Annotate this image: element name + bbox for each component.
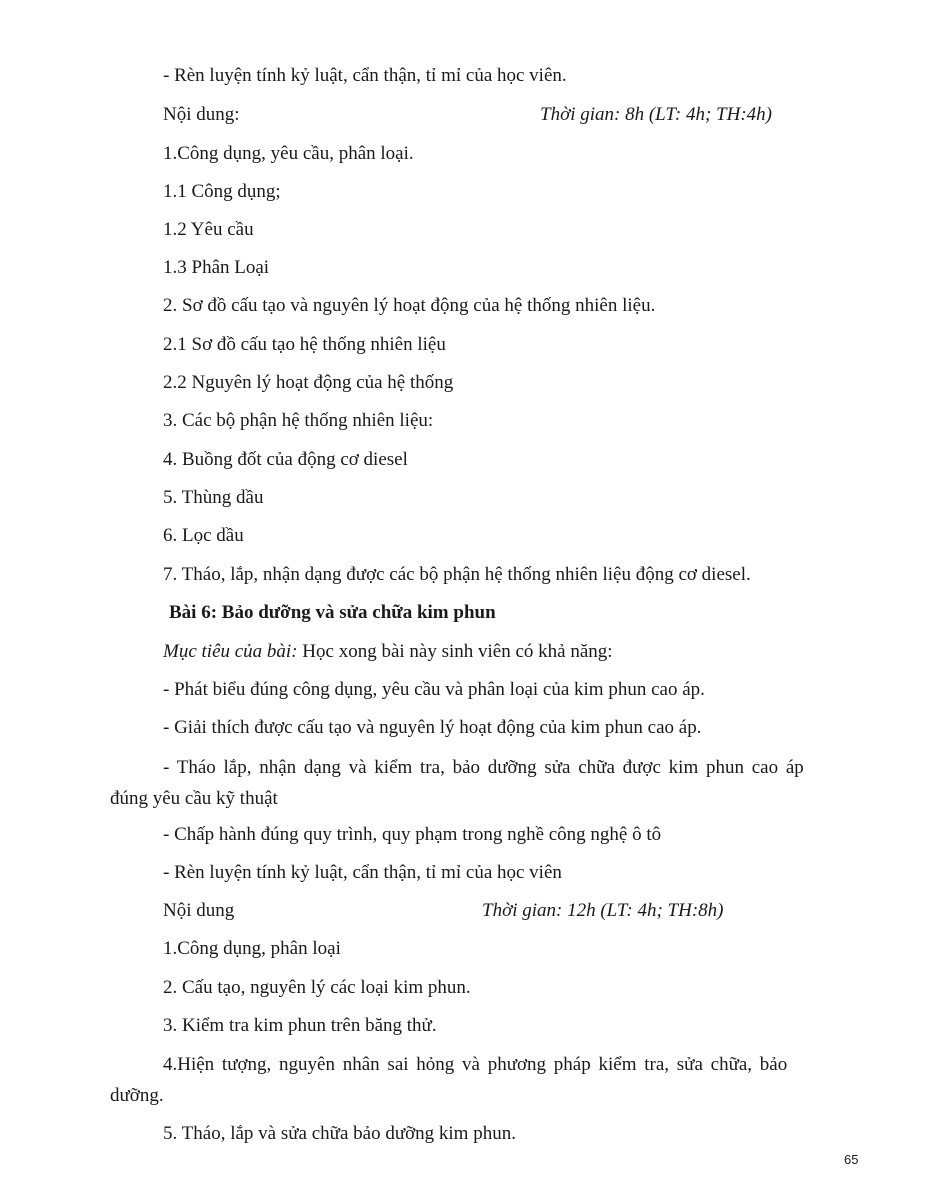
objective-text: Học xong bài này sinh viên có khả năng:	[302, 641, 613, 662]
text-line: - Rèn luyện tính kỷ luật, cẩn thận, tỉ mỉ của học viên	[163, 862, 562, 883]
text-line: 5. Thùng dầu	[163, 487, 264, 508]
text-line: 1.Công dụng, yêu cầu, phân loại.	[163, 143, 414, 164]
text-line: 3. Kiểm tra kim phun trên băng thử.	[163, 1015, 437, 1036]
text-line: - Rèn luyện tính kỷ luật, cẩn thận, tỉ mỉ của học viên.	[163, 65, 567, 86]
text-line: 5. Tháo, lắp và sửa chữa bảo dưỡng kim phun.	[163, 1123, 516, 1144]
text-line: 1.Công dụng, phân loại	[163, 938, 341, 959]
text-line: 2. Sơ đồ cấu tạo và nguyên lý hoạt động của hệ thống nhiên liệu.	[163, 295, 656, 316]
content-label: Nội dung	[163, 900, 235, 921]
text-line: 3. Các bộ phận hệ thống nhiên liệu:	[163, 410, 434, 431]
text-line: 2. Cấu tạo, nguyên lý các loại kim phun.	[163, 977, 471, 998]
text-line: - Giải thích được cấu tạo và nguyên lý hoạt động của kim phun cao áp.	[163, 717, 702, 738]
content-label: Nội dung:	[163, 104, 240, 125]
text-line: - Chấp hành đúng quy trình, quy phạm trong nghề công nghệ ô tô	[163, 824, 662, 845]
page-number: 65	[844, 1152, 859, 1167]
text-line: 7. Tháo, lắp, nhận dạng được các bộ phận hệ thống nhiên liệu động cơ diesel.	[163, 564, 751, 585]
text-line: 1.2 Yêu cầu	[163, 219, 254, 240]
text-line: 2.2 Nguyên lý hoạt động của hệ thống	[163, 372, 454, 393]
objective-label: Mục tiêu của bài:	[163, 641, 298, 662]
time-allocation: Thời gian: 8h (LT: 4h; TH:4h)	[540, 104, 772, 125]
text-line: đúng yêu cầu kỹ thuật	[110, 788, 278, 809]
text-line: 1.3 Phân Loại	[163, 257, 270, 278]
lesson-heading: Bài 6: Bảo dưỡng và sửa chữa kim phun	[169, 602, 496, 623]
text-line: dưỡng.	[110, 1085, 164, 1106]
objective-line	[163, 640, 613, 664]
text-line: 2.1 Sơ đồ cấu tạo hệ thống nhiên liệu	[163, 334, 446, 355]
text-line: 6. Lọc dầu	[163, 525, 244, 546]
text-line: 1.1 Công dụng;	[163, 181, 281, 202]
text-line: 4.Hiện tượng, nguyên nhân sai hỏng và phương pháp kiểm tra, sửa chữa, bảo	[163, 1054, 788, 1075]
time-allocation: Thời gian: 12h (LT: 4h; TH:8h)	[482, 900, 724, 921]
text-line: - Phát biểu đúng công dụng, yêu cầu và phân loại của kim phun cao áp.	[163, 679, 705, 700]
text-line: 4. Buồng đốt của động cơ diesel	[163, 449, 408, 470]
text-line: - Tháo lắp, nhận dạng và kiểm tra, bảo dưỡng sửa chữa được kim phun cao áp	[163, 757, 804, 778]
